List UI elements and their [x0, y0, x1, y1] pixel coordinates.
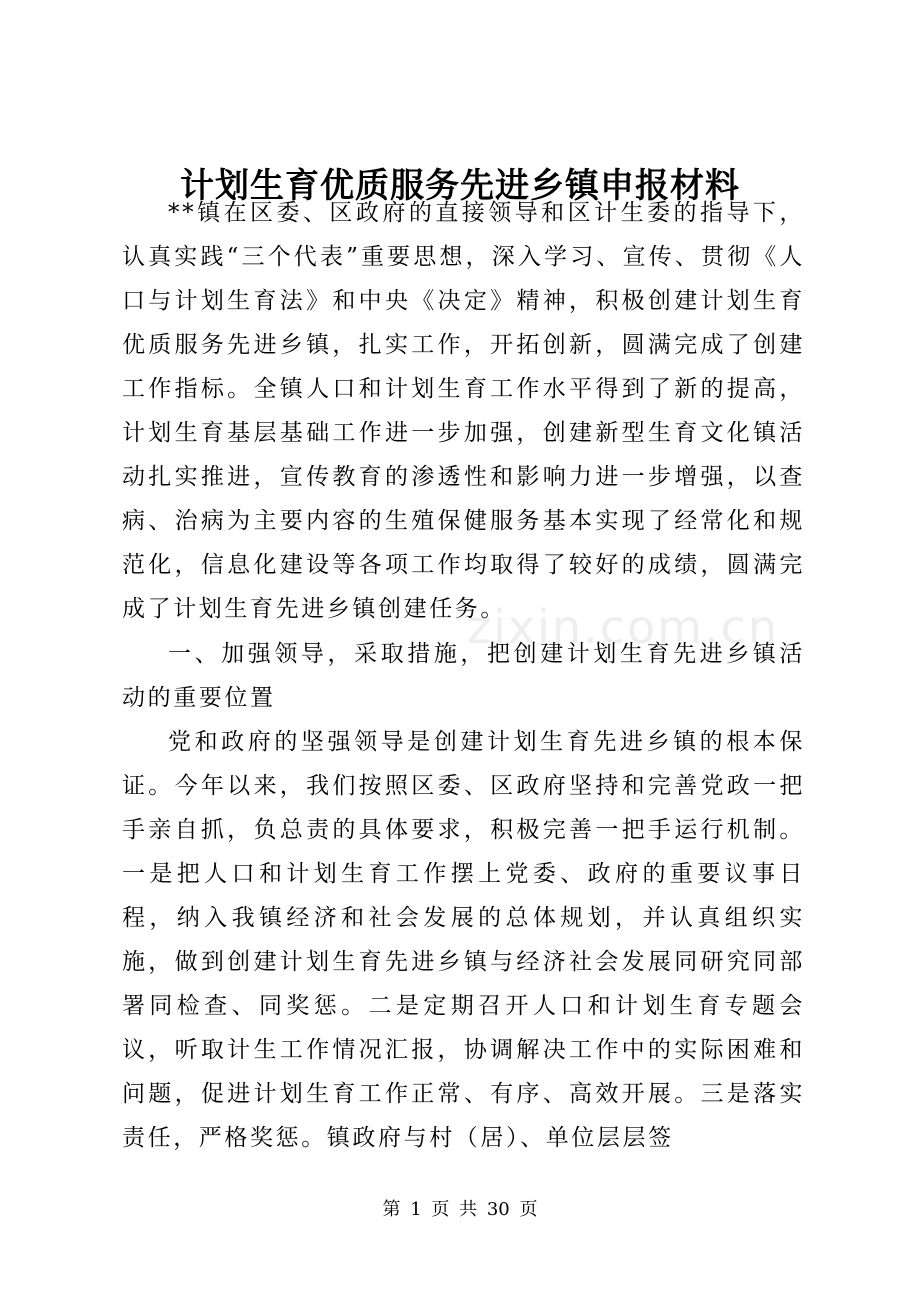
- paragraph-leadership: 党和政府的坚强领导是创建计划生育先进乡镇的根本保证。今年以来，我们按照区委、区政府坚持和完善党政一把手亲自抓，负总责的具体要求，积极完善一把手运行机制。一是把人口和计划生育工作摆上党委、政府的重要议事日程，纳入我镇经济和社会发展的总体规划，并认真组织实施，做到创建计划生育先进乡镇与经济社会发展同研究同部署同检查、同奖惩。二是定期召开人口和计划生育专题会议，听取计生工作情况汇报，协调解决工作中的实际困难和问题，促进计划生育工作正常、有序、高效开展。三是落实责任，严格奖惩。镇政府与村（居）、单位层层签: [122, 729, 805, 1151]
- page-footer: 第 1 页 共 30 页: [382, 1199, 538, 1220]
- document-body: [122, 191, 805, 1160]
- section-heading-1: 一、加强领导，采取措施，把创建计划生育先进乡镇活动的重要位置: [122, 641, 805, 711]
- watermark: zixin.com.cn: [467, 600, 780, 654]
- paragraph-intro: **镇在区委、区政府的直接领导和区计生委的指导下，认真实践“三个代表”重要思想，深入学习、宣传、贯彻《人口与计划生育法》和中央《决定》精神，积极创建计划生育优质服务先进乡镇，扎实工作，开拓创新，圆满完成了创建工作指标。全镇人口和计划生育工作水平得到了新的提高，计划生育基层基础工作进一步加强，创建新型生育文化镇活动扎实推进，宣传教育的渗透性和影响力进一步增强，以查病、治病为主要内容的生殖保健服务基本实现了经常化和规范化，信息化建设等各项工作均取得了较好的成绩，圆满完成了计划生育先进乡镇创建任务。: [122, 200, 805, 622]
- document-title: 计划生育优质服务先进乡镇申报材料: [180, 166, 740, 206]
